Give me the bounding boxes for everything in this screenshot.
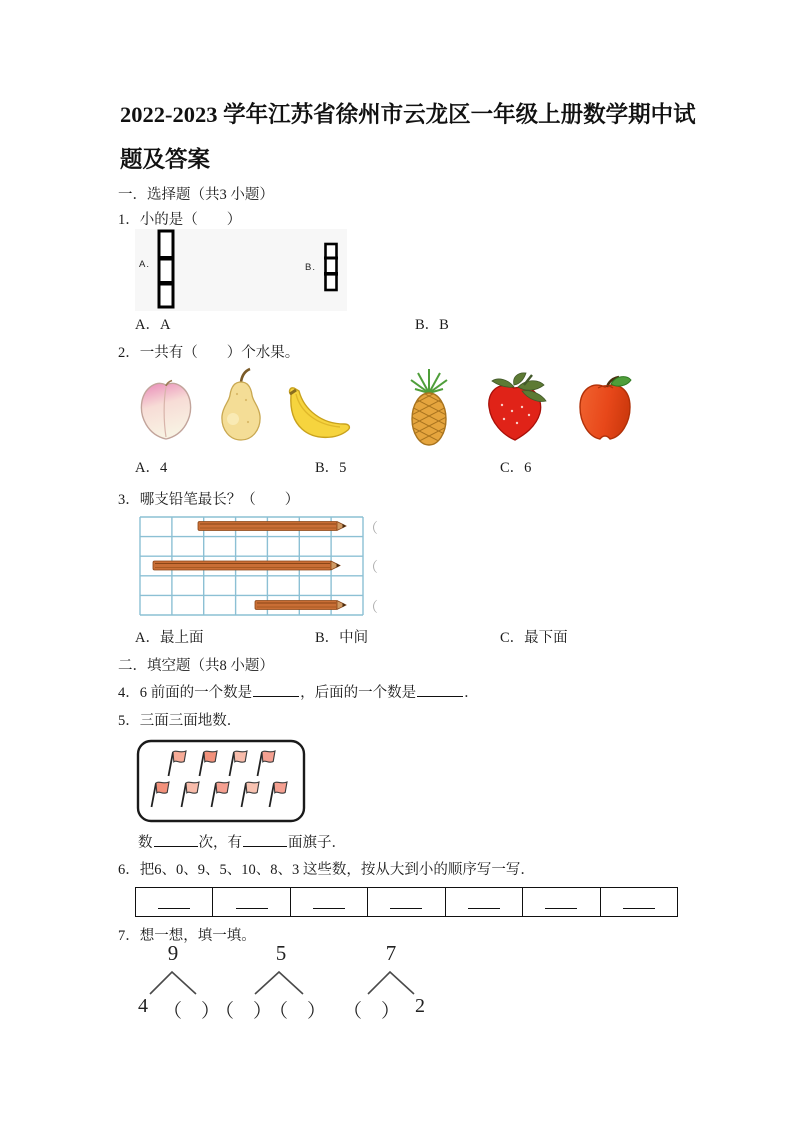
bond-3-left: （ ） <box>343 1001 401 1022</box>
q6-answer-cell <box>367 888 444 916</box>
q4-text-part3: ． <box>464 685 479 701</box>
question-3-text: 3．哪支铅笔最长？（ ） <box>118 492 300 508</box>
question-1-text: 1．小的是（ ） <box>118 212 242 228</box>
bond-1-right: （ ） <box>163 1001 221 1022</box>
tower-b-icon <box>323 242 339 293</box>
q6-answer-cell <box>290 888 367 916</box>
banana-icon <box>282 384 354 442</box>
question-4-text <box>118 681 479 702</box>
q5-count-mid: 次，有 <box>198 835 242 851</box>
apple-icon <box>577 373 633 445</box>
question-7-text: 7．想一想，填一填。 <box>118 928 256 944</box>
pencil-paren-middle: （ <box>364 561 378 576</box>
pencil-grid-figure <box>137 516 369 616</box>
pencil-middle-icon <box>153 561 340 570</box>
q4-text-part1: 4．6 前面的一个数是 <box>118 685 253 701</box>
figure-label-b: B. <box>305 262 316 273</box>
q6-cell-blank <box>158 908 190 909</box>
q5-blank-2 <box>243 832 287 847</box>
q6-cell-blank <box>313 908 345 909</box>
section-2-heading: 二．填空题（共8 小题） <box>118 658 274 674</box>
peach-icon <box>137 379 195 445</box>
bond-3-top: 7 <box>385 941 397 965</box>
q3-option-a: A．最上面 <box>135 630 204 646</box>
page-title-line2: 题及答案 <box>120 147 211 172</box>
q6-answer-cell <box>522 888 599 916</box>
pencil-paren-top: （ <box>364 522 378 537</box>
q6-answer-cell <box>445 888 522 916</box>
q1-option-b: B．B <box>415 317 449 333</box>
q6-answer-cell <box>600 888 677 916</box>
pineapple-icon <box>404 367 454 447</box>
bond-2-right: （ ） <box>269 1001 327 1022</box>
q2-option-a: A．4 <box>135 460 168 476</box>
q1-option-a: A．A <box>135 317 171 333</box>
question-5-text: 5．三面三面地数． <box>118 713 242 729</box>
tower-a-icon <box>157 229 177 309</box>
pencil-paren-bottom: （ <box>364 601 378 616</box>
q3-option-b: B．中间 <box>315 630 369 646</box>
bond-1-top: 9 <box>167 941 179 965</box>
q6-cell-blank <box>468 908 500 909</box>
q4-blank-1 <box>253 682 299 697</box>
question-2-text: 2．一共有（ ）个水果。 <box>118 345 300 361</box>
q2-option-b: B．5 <box>315 460 347 476</box>
page-title-line1: 2022-2023 学年江苏省徐州市云龙区一年级上册数学期中试 <box>120 102 696 127</box>
page-title <box>120 92 712 182</box>
q5-blank-1 <box>154 832 198 847</box>
strawberry-icon <box>484 371 552 445</box>
q6-answer-cell <box>212 888 289 916</box>
q3-option-c: C．最下面 <box>500 630 568 646</box>
flags-figure <box>136 739 306 823</box>
pencil-bottom-icon <box>255 601 346 610</box>
bond-1-left: 4 <box>138 995 148 1017</box>
bond-2-top: 5 <box>275 941 287 965</box>
q6-cell-blank <box>390 908 422 909</box>
q4-blank-2 <box>417 682 463 697</box>
number-bond-branches <box>130 966 430 998</box>
figure-label-a: A. <box>139 259 150 270</box>
q6-cell-blank <box>236 908 268 909</box>
pencil-top-icon <box>198 522 346 531</box>
question-6-text: 6．把6、0、9、5、10、8、3 这些数，按从大到小的顺序写一写． <box>118 862 535 878</box>
q6-answer-cell <box>136 888 212 916</box>
q5-count-line <box>138 831 346 852</box>
q6-answer-table <box>135 887 678 917</box>
q5-count-suffix: 面旗子． <box>288 835 346 851</box>
pear-icon <box>215 367 265 447</box>
q6-cell-blank <box>545 908 577 909</box>
q4-text-part2: ，后面的一个数是 <box>300 685 417 701</box>
bond-3-right: 2 <box>415 995 425 1017</box>
q5-count-prefix: 数 <box>138 835 153 851</box>
section-1-heading: 一．选择题（共3 小题） <box>118 187 274 203</box>
q2-option-c: C．6 <box>500 460 532 476</box>
bond-2-left: （ ） <box>215 1001 273 1022</box>
q6-cell-blank <box>623 908 655 909</box>
